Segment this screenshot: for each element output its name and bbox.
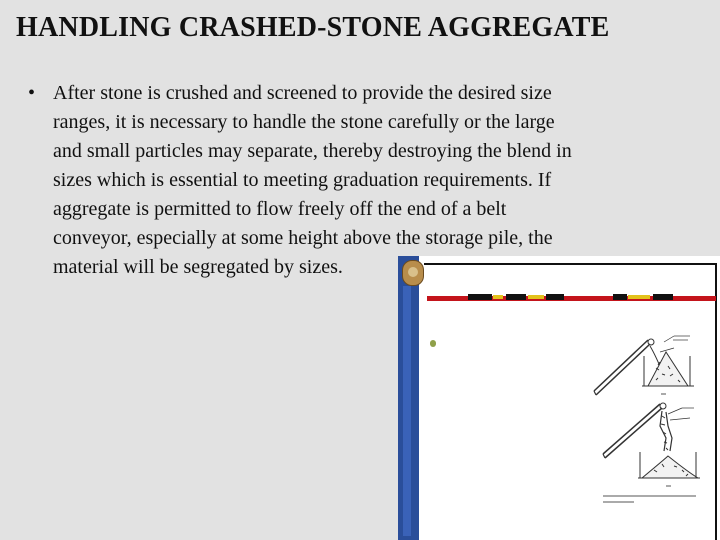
bullet-text-line: aggregate is permitted to flow freely off the end of a belt — [53, 198, 507, 220]
bullet-text-line: material will be segregated by sizes. — [53, 256, 343, 278]
conveyor-stockpile-diagram — [398, 256, 720, 540]
lower-conveyor-diagram — [603, 403, 700, 478]
bullet-text-line: After stone is crushed and screened to provide the desired size — [53, 82, 552, 104]
bullet-text-line: and small particles may separate, thereby destroying the blend in — [53, 140, 572, 162]
bullet-item — [28, 79, 718, 282]
slide-title: HANDLING CRASHED-STONE AGGREGATE — [16, 12, 610, 43]
upper-conveyor-diagram — [594, 336, 694, 395]
bullet-text-line: conveyor, especially at some height above the storage pile, the — [53, 227, 553, 249]
embedded-figure-image — [398, 256, 720, 540]
bullet-dot: • — [28, 82, 36, 104]
figure-pattern-strip — [468, 294, 673, 300]
bullet-list — [28, 79, 718, 282]
bullet-text-line: sizes which is essential to meeting graduation requirements. If — [53, 169, 552, 191]
bullet-text-line: ranges, it is necessary to handle the stone carefully or the large — [53, 111, 555, 133]
